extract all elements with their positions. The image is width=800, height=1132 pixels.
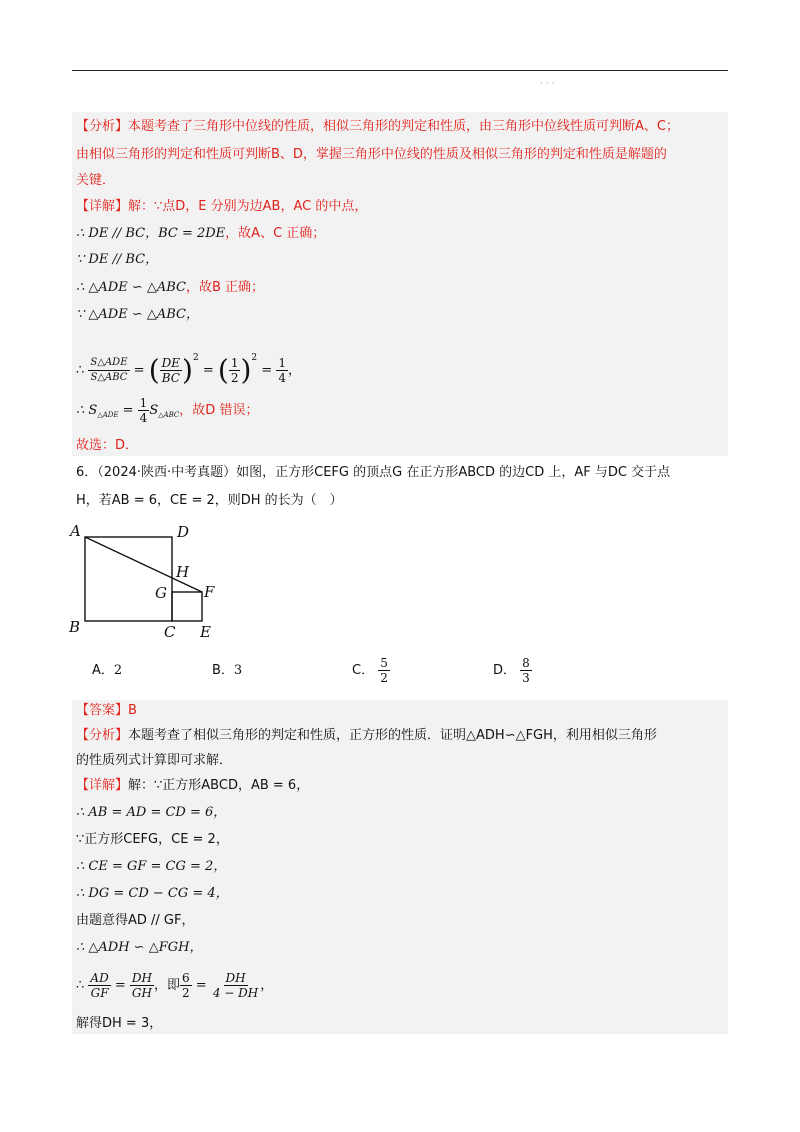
prev-analysis-line-1: 【分析】本题考查了三角形中位线的性质，相似三角形的判定和性质，由三角形中位线性质可判断A、C； [76,119,679,134]
answer-detail-line-2: ∴ AB = AD = CD = 6， [76,805,227,820]
area-quarter-fraction: $\frac{1}{4}$ [139,396,148,425]
square-cefg [172,592,202,621]
geometry-figure [66,520,226,645]
answer-result-line: 解得DH = 3， [76,1016,163,1031]
question-number: 6． [76,465,98,480]
answer-detail-line-6: 由题意得AD // GF， [76,913,195,928]
answer-value: B [128,703,137,718]
label-b: B [69,618,81,636]
analysis-tag: 【分析】 [76,119,129,134]
answer-line [76,701,137,721]
prev-line-5: ∵ △ADE ∽ △ABC， [76,307,199,322]
prev-analysis-line-2: 由相似三角形的判定和性质可判断B、D，掌握三角形中位线的性质及相似三角形的判定和性质是解题的 [76,147,667,162]
ratio-6-2: $\frac{6}{2}$ [182,971,190,1000]
question-stem-line-2: H，若AB = 6，CE = 2，则DH 的长为（ ） [76,493,343,508]
ratio-dh-gh: $\frac{DH}{GH}$ [131,971,152,1000]
side-ratio-fraction: $\frac{DE}{BC}$ [161,356,181,385]
option-a[interactable]: A．2 [92,663,123,678]
answer-detail-line-4: ∴ CE = GF = CG = 2， [76,859,227,874]
header-dots: · · · [540,79,555,89]
label-c: C [164,623,176,641]
answer-analysis-line-2: 的性质列式计算即可求解． [76,753,233,768]
answer-detail-line-7: ∴ △ADH ∽ △FGH， [76,940,203,955]
answer-tag: 【答案】 [76,703,129,718]
question-stem-line-1: 6．（2024·陕西·中考真题）如图，正方形CEFG 的顶点G 在正方形ABCD 的边CD 上，AF 与DC 交于点 [76,465,671,480]
prev-area-ratio-line: ∴ $\frac{\text{S△ADE}}{\text{S△ABC}}$ = ( $\frac{DE}{BC}$ )$^2$ = ( $\frac{1}{2}$ )$^2$ = $\frac{1}{4}$ ， [76,353,301,387]
label-g: G [155,584,167,602]
label-f: F [204,583,215,601]
option-c[interactable]: C． $\frac{5}{2}$ [352,656,388,685]
square-abcd [85,537,172,621]
prev-area-line: ∴ $S_{\triangle ADE}$ = $\frac{1}{4}$ $S_{\triangle ABC}$，故D 错误； [76,396,259,425]
answer-detail-line-1: 【详解】解：∵正方形ABCD，AB = 6， [76,778,310,793]
prev-analysis-line-3: 关键． [76,173,116,188]
ratio-ad-gf: $\frac{AD}{GF}$ [90,971,109,1000]
label-d: D [177,523,190,541]
label-h: H [176,563,190,581]
half-fraction: $\frac{1}{2}$ [230,356,239,385]
option-b[interactable]: B．3 [212,663,243,678]
prev-line-4: ∴ △ADE ∽ △ABC，故B 正确； [76,280,265,295]
label-a: A [70,522,81,540]
answer-detail-line-3: ∵正方形CEFG，CE = 2， [76,832,229,847]
answer-analysis-line-1: 【分析】本题考查了相似三角形的判定和性质，正方形的性质．证明△ADH∽△FGH，利用相似三角形 [76,728,657,743]
ratio-dh-4-dh: $\frac{DH}{4 - DH}$ [212,971,259,1000]
label-e: E [200,623,211,641]
area-ratio-fraction: $\frac{\text{S△ADE}}{\text{S△ABC}}$ [90,357,128,383]
prev-line-3: ∵ DE // BC， [76,252,159,267]
prev-choice: 故选：D． [76,438,139,453]
prev-line-2: ∴ DE // BC，BC = 2DE，故A、C 正确； [76,226,326,241]
prev-detail-line-1: 【详解】解：∵点D，E 分别为边AB，AC 的中点， [76,199,368,214]
quarter-fraction: $\frac{1}{4}$ [278,356,286,385]
answer-detail-line-5: ∴ DG = CD − CG = 4， [76,886,229,901]
option-d[interactable]: D． $\frac{8}{3}$ [493,656,530,685]
top-rule [72,70,728,71]
answer-ratio-line: ∴ $\frac{AD}{GF}$ = $\frac{DH}{GH}$ ，即 $\frac{6}{2}$ = $\frac{DH}{4 - DH}$ ， [76,971,274,1000]
detail-tag: 【详解】 [76,199,129,214]
question-source: （2024·陕西·中考真题） [97,465,237,480]
